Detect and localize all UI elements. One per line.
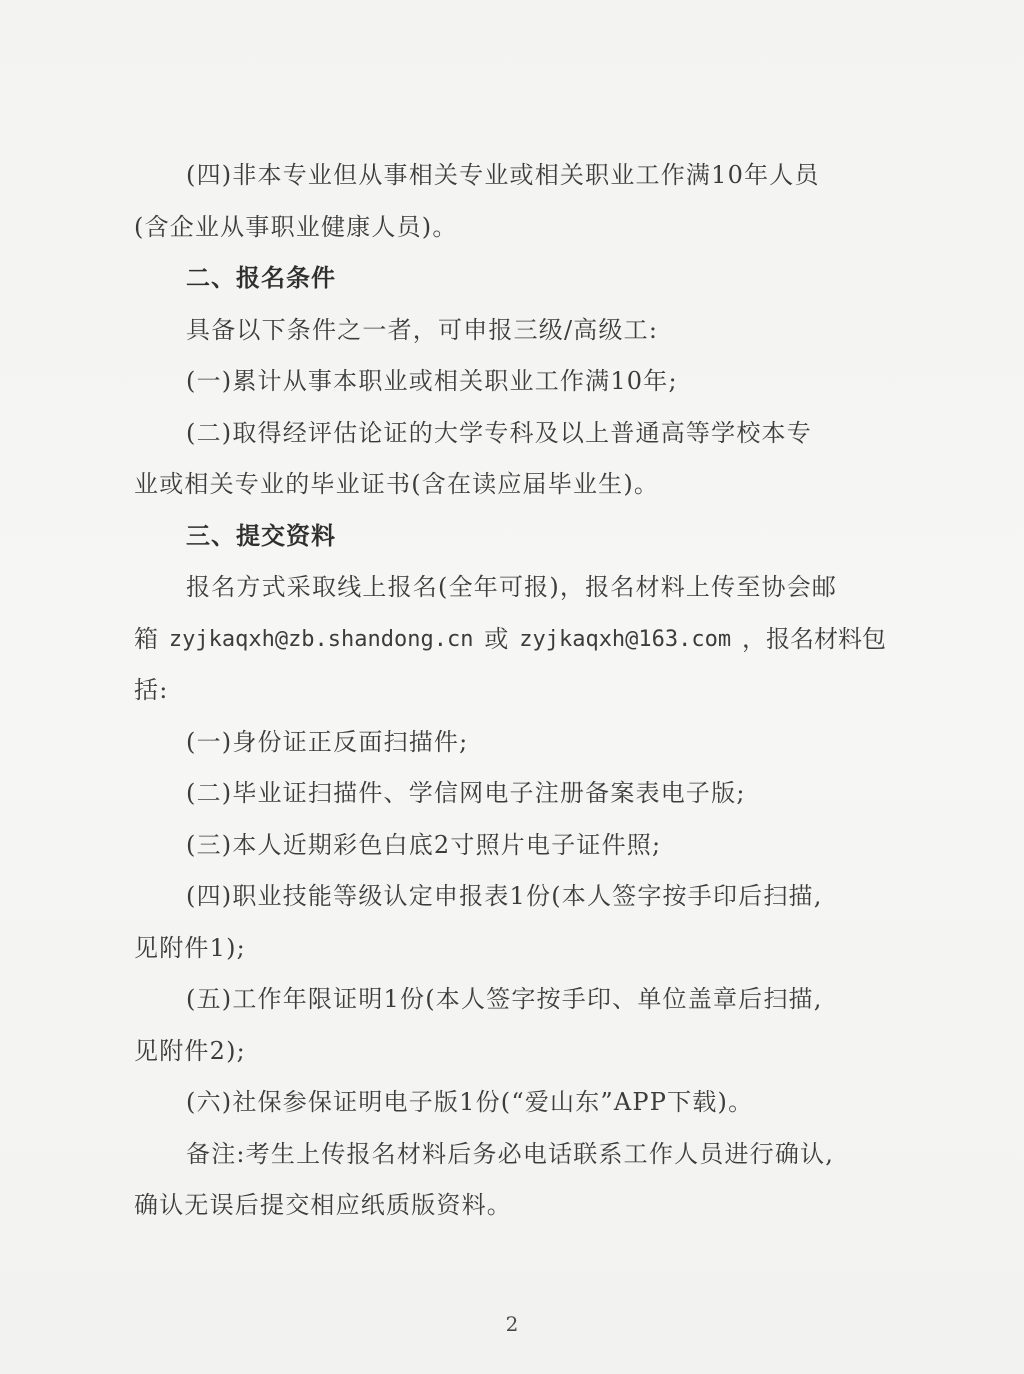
email-line-prefix: 箱 — [134, 624, 158, 653]
page-number: 2 — [505, 1312, 519, 1336]
list-item: (四)职业技能等级认定申报表1份(本人签字按手印后扫描, — [186, 882, 823, 910]
paragraph-line: 具备以下条件之一者，可申报三级/高级工: — [186, 315, 659, 344]
list-item: (五)工作年限证明1份(本人签字按手印、单位盖章后扫描, — [186, 985, 823, 1013]
paragraph-line: (一)累计从事本职业或相关职业工作满10年; — [186, 367, 678, 395]
paragraph-line: 报名方式采取线上报名(全年可报)，报名材料上传至协会邮 — [186, 573, 838, 601]
email-address-primary: zyjkaqxh@zb.shandong.cn — [168, 626, 474, 652]
section-heading-submit-materials: 三、提交资料 — [186, 521, 336, 550]
list-item: (一)身份证正反面扫描件; — [186, 727, 469, 756]
list-item: (六)社保参保证明电子版1份(“爱山东”APP下载)。 — [186, 1088, 754, 1116]
paragraph-line: (四)非本专业但从事相关专业或相关职业工作满10年人员 — [186, 161, 820, 189]
email-line — [134, 614, 886, 666]
section-heading-registration-conditions: 二、报名条件 — [186, 264, 336, 292]
paragraph-line: (含企业从事职业健康人员)。 — [134, 212, 458, 241]
paragraph-line: (二)取得经评估论证的大学专科及以上普通高等学校本专 — [186, 418, 812, 447]
note-line: 确认无误后提交相应纸质版资料。 — [134, 1191, 512, 1219]
list-item: (三)本人近期彩色白底2寸照片电子证件照; — [186, 830, 662, 859]
email-line-suffix: ，报名材料包 — [742, 624, 886, 653]
paragraph-line: 业或相关专业的毕业证书(含在读应届毕业生)。 — [134, 470, 660, 498]
note-line: 备注:考生上传报名材料后务必电话联系工作人员进行确认, — [186, 1139, 835, 1168]
document-body — [134, 150, 886, 1232]
list-item-continuation: 见附件1); — [134, 933, 246, 962]
paragraph-line: 括: — [134, 676, 169, 704]
email-address-secondary: zyjkaqxh@163.com — [519, 626, 732, 652]
email-line-middle: 或 — [484, 624, 509, 653]
list-item-continuation: 见附件2); — [134, 1036, 246, 1065]
list-item: (二)毕业证扫描件、学信网电子注册备案表电子版; — [186, 779, 746, 807]
